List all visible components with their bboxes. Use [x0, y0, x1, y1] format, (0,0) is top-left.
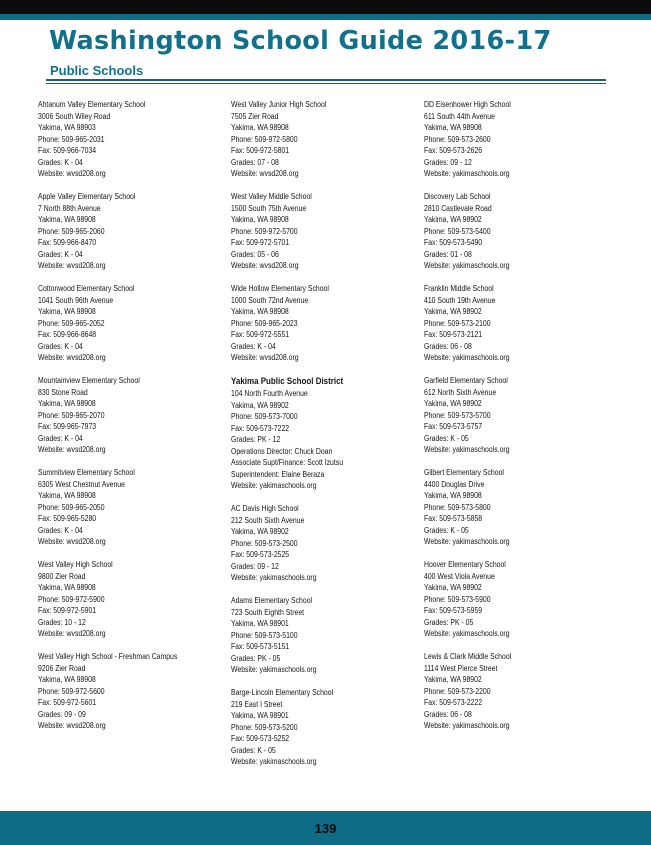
phone-text: Phone: 509-965-2052	[38, 318, 105, 328]
phone-text: Phone: 509-573-5100	[231, 630, 298, 640]
column-2	[231, 99, 415, 779]
school-name: DD Eisenhower High School	[424, 100, 511, 109]
column-3	[424, 99, 608, 743]
entry-line: Yakima, WA 98902	[424, 307, 482, 316]
grades-text: Grades: 09 - 12	[424, 157, 472, 167]
entry-line: Yakima, WA 98908	[424, 123, 482, 132]
fax-text: Fax: 509-966-8648	[38, 330, 97, 339]
phone-text: Phone: 509-573-2600	[424, 134, 491, 144]
school-entry	[231, 283, 415, 364]
school-name: Ahtanum Valley Elementary School	[38, 100, 146, 109]
top-teal-bar	[0, 14, 651, 20]
website-text: Website: yakimaschools.org	[424, 537, 510, 546]
entry-line: 104 North Fourth Avenue	[231, 389, 308, 398]
phone-text: Phone: 509-965-2050	[38, 502, 105, 512]
entry-line: 1041 South 96th Avenue	[38, 295, 114, 305]
school-name: Lewis & Clark Middle School	[424, 652, 512, 661]
phone-text: Phone: 509-972-5800	[231, 134, 298, 144]
column-1	[38, 99, 222, 743]
school-name: Adams Elementary School	[231, 596, 313, 605]
page-title: Washington School Guide 2016-17	[49, 26, 552, 56]
website-text: Website: wvsd208.org	[38, 445, 106, 454]
school-name: Mountainview Elementary School	[38, 376, 140, 385]
school-entry	[38, 191, 222, 272]
entry-line: 6305 West Chestnut Avenue	[38, 479, 125, 489]
fax-text: Fax: 509-573-2626	[424, 146, 483, 155]
entry-line: 1000 South 72nd Avenue	[231, 295, 309, 305]
fax-text: Fax: 509-965-5280	[38, 514, 97, 523]
entry-line: Yakima, WA 98901	[231, 711, 289, 720]
fax-text: Fax: 509-972-5551	[231, 330, 290, 339]
school-name: Gilbert Elementary School	[424, 468, 504, 477]
phone-text: Phone: 509-573-5700	[424, 410, 491, 420]
school-entry	[231, 595, 415, 676]
school-entry	[231, 191, 415, 272]
fax-text: Fax: 509-966-7034	[38, 146, 97, 155]
phone-text: Phone: 509-965-2070	[38, 410, 105, 420]
phone-text: Phone: 509-573-2500	[231, 538, 298, 548]
school-name: Summitview Elementary School	[38, 468, 135, 477]
website-text: Website: wvsd208.org	[38, 169, 106, 178]
school-entry	[38, 99, 222, 180]
fax-text: Fax: 509-573-5490	[424, 238, 483, 247]
school-entry	[231, 687, 415, 768]
phone-text: Phone: 509-573-5400	[424, 226, 491, 236]
website-text: Website: yakimaschools.org	[424, 169, 510, 178]
entry-line: Yakima, WA 98908	[231, 123, 289, 132]
grades-text: Grades: 06 - 08	[424, 709, 472, 719]
entry-line: 830 Stone Road	[38, 387, 88, 397]
school-name: Hoover Elementary School	[424, 560, 506, 569]
website-text: Website: wvsd208.org	[231, 353, 299, 362]
school-name: Garfield Elementary School	[424, 376, 508, 385]
district-entry	[231, 375, 415, 492]
entry-line: 611 South 44th Avenue	[424, 111, 495, 121]
entry-line: 400 West Viola Avenue	[424, 571, 495, 581]
website-text: Website: yakimaschools.org	[231, 573, 317, 582]
grades-text: Grades: K - 04	[38, 525, 83, 535]
entry-line: Yakima, WA 98908	[38, 583, 96, 592]
header-rule-thin	[46, 83, 606, 84]
entry-line: Yakima, WA 98902	[231, 527, 289, 536]
fax-text: Fax: 509-573-5151	[231, 642, 290, 651]
phone-text: Phone: 509-573-5800	[424, 502, 491, 512]
website-text: Website: wvsd208.org	[38, 629, 106, 638]
school-name: West Valley High School - Freshman Campus	[38, 652, 178, 661]
entry-line: Yakima, WA 98908	[38, 675, 96, 684]
entry-line: 219 East I Street	[231, 699, 283, 709]
district-name: Yakima Public School District	[231, 376, 344, 387]
entry-line: 9800 Zier Road	[38, 571, 86, 581]
website-text: Website: yakimaschools.org	[424, 629, 510, 638]
fax-text: Fax: 509-965-7973	[38, 422, 97, 431]
school-entry	[231, 99, 415, 180]
entry-line: 612 North Sixth Avenue	[424, 387, 497, 397]
entry-line: 410 South 19th Avenue	[424, 295, 496, 305]
grades-text: Grades: 05 - 06	[231, 249, 279, 259]
fax-text: Fax: 509-573-7222	[231, 423, 290, 433]
website-text: Website: yakimaschools.org	[231, 757, 317, 766]
page-number: 139	[314, 821, 337, 836]
entry-line: 4400 Douglas Drive	[424, 479, 485, 489]
school-entry	[38, 651, 222, 732]
school-entry	[424, 467, 608, 548]
school-entry	[38, 467, 222, 548]
entry-line: Yakima, WA 98908	[231, 307, 289, 316]
entry-line: 1500 South 75th Avenue	[231, 203, 307, 213]
fax-text: Fax: 509-972-5801	[231, 146, 290, 155]
fax-text: Fax: 509-966-8470	[38, 238, 97, 247]
grades-text: Grades: 06 - 08	[424, 341, 472, 351]
phone-text: Phone: 509-573-7000	[231, 412, 298, 421]
school-name: Franklin Middle School	[424, 284, 494, 293]
grades-text: Grades: K - 04	[38, 157, 83, 167]
grades-text: Grades: K - 04	[38, 433, 83, 443]
entry-line: 3006 South Wiley Road	[38, 111, 111, 121]
school-entry	[424, 191, 608, 272]
entry-line: Yakima, WA 98908	[231, 215, 289, 224]
website-text: Website: wvsd208.org	[231, 261, 299, 270]
grades-text: Grades: PK - 05	[424, 617, 474, 627]
school-entry	[424, 375, 608, 456]
school-name: Apple Valley Elementary School	[38, 192, 136, 201]
website-text: Website: wvsd208.org	[38, 537, 106, 546]
entry-line: 2810 Castlevale Road	[424, 203, 492, 213]
header-rule-thick	[46, 79, 606, 81]
fax-text: Fax: 509-972-5901	[38, 606, 97, 615]
website-text: Website: yakimaschools.org	[424, 353, 510, 362]
phone-text: Phone: 509-573-2100	[424, 318, 491, 328]
phone-text: Phone: 509-965-2031	[38, 134, 105, 144]
school-name: Cottonwood Elementary School	[38, 284, 135, 293]
website-text: Website: yakimaschools.org	[424, 445, 510, 454]
grades-text: Grades: 10 - 12	[38, 617, 86, 627]
top-black-bar	[0, 0, 651, 14]
grades-text: Grades: K - 05	[424, 433, 469, 443]
website-text: Website: wvsd208.org	[38, 353, 106, 362]
entry-line: Yakima, WA 98903	[38, 123, 96, 132]
fax-text: Fax: 509-573-2121	[424, 330, 483, 339]
entry-line: Yakima, WA 98902	[424, 399, 482, 408]
school-entry	[231, 503, 415, 584]
school-name: Wide Hollow Elementary School	[231, 284, 329, 293]
fax-text: Fax: 509-573-2525	[231, 550, 290, 559]
phone-text: Phone: 509-965-2023	[231, 318, 298, 328]
grades-text: Grades: 09 - 09	[38, 709, 86, 719]
website-text: Website: yakimaschools.org	[231, 665, 317, 674]
grades-text: Grades: K - 05	[424, 525, 469, 535]
school-entry	[424, 99, 608, 180]
school-entry	[38, 283, 222, 364]
entry-line: Yakima, WA 98908	[38, 491, 96, 500]
entry-line: 9206 Zier Road	[38, 663, 86, 673]
entry-line: Yakima, WA 98908	[424, 491, 482, 500]
grades-text: Grades: K - 05	[231, 745, 276, 755]
entry-line: Yakima, WA 98902	[424, 215, 482, 224]
entry-line: Yakima, WA 98908	[38, 307, 96, 316]
school-name: Discovery Lab School	[424, 192, 491, 201]
phone-text: Phone: 509-965-2060	[38, 226, 105, 236]
fax-text: Fax: 509-573-5252	[231, 734, 290, 743]
website-text: Website: wvsd208.org	[38, 261, 106, 270]
entry-line: Yakima, WA 98901	[231, 619, 289, 628]
entry-line: Associate Supt/Finance: Scott Izutsu	[231, 458, 344, 467]
entry-line: 7505 Zier Road	[231, 111, 279, 121]
school-name: West Valley High School	[38, 560, 113, 569]
phone-text: Phone: 509-573-5200	[231, 722, 298, 732]
entry-line: Operations Director: Chuck Doan	[231, 446, 333, 456]
fax-text: Fax: 509-972-5601	[38, 698, 97, 707]
phone-text: Phone: 509-573-2200	[424, 686, 491, 696]
website-text: Website: yakimaschools.org	[424, 721, 510, 730]
entry-line: 212 South Sixth Avenue	[231, 515, 305, 525]
grades-text: Grades: PK - 05	[231, 653, 281, 663]
website-text: Website: wvsd208.org	[38, 721, 106, 730]
phone-text: Phone: 509-573-5900	[424, 594, 491, 604]
fax-text: Fax: 509-972-5701	[231, 238, 290, 247]
website-text: Website: yakimaschools.org	[231, 481, 317, 490]
entry-line: Superintendent: Elaine Beraza	[231, 469, 325, 479]
school-name: Barge-Lincoln Elementary School	[231, 688, 334, 697]
entry-line: Yakima, WA 98902	[424, 675, 482, 684]
school-name: West Valley Middle School	[231, 192, 312, 201]
grades-text: Grades: 01 - 08	[424, 249, 472, 259]
entry-line: Yakima, WA 98908	[38, 399, 96, 408]
fax-text: Fax: 509-573-2222	[424, 698, 483, 707]
entry-line: Yakima, WA 98902	[424, 583, 482, 592]
school-entry	[424, 559, 608, 640]
school-entry	[424, 283, 608, 364]
entry-line: Yakima, WA 98908	[38, 215, 96, 224]
grades-text: Grades: PK - 12	[231, 435, 281, 444]
entry-line: Yakima, WA 98902	[231, 400, 289, 410]
school-entry	[38, 375, 222, 456]
school-entry	[38, 559, 222, 640]
website-text: Website: wvsd208.org	[231, 169, 299, 178]
grades-text: Grades: 09 - 12	[231, 561, 279, 571]
entry-line: 7 North 88th Avenue	[38, 203, 101, 213]
phone-text: Phone: 509-972-5900	[38, 594, 105, 604]
grades-text: Grades: K - 04	[38, 249, 83, 259]
grades-text: Grades: 07 - 08	[231, 157, 279, 167]
school-entry	[424, 651, 608, 732]
school-name: West Valley Junior High School	[231, 100, 327, 109]
grades-text: Grades: K - 04	[231, 341, 276, 351]
fax-text: Fax: 509-573-5858	[424, 514, 483, 523]
phone-text: Phone: 509-972-5600	[38, 686, 105, 696]
website-text: Website: yakimaschools.org	[424, 261, 510, 270]
phone-text: Phone: 509-972-5700	[231, 226, 298, 236]
fax-text: Fax: 509-573-5757	[424, 422, 483, 431]
section-subtitle: Public Schools	[50, 63, 144, 78]
fax-text: Fax: 509-573-5959	[424, 606, 483, 615]
entry-line: 1114 West Pierce Street	[424, 663, 498, 673]
school-name: AC Davis High School	[231, 504, 299, 513]
grades-text: Grades: K - 04	[38, 341, 83, 351]
entry-line: 723 South Eighth Street	[231, 607, 305, 617]
